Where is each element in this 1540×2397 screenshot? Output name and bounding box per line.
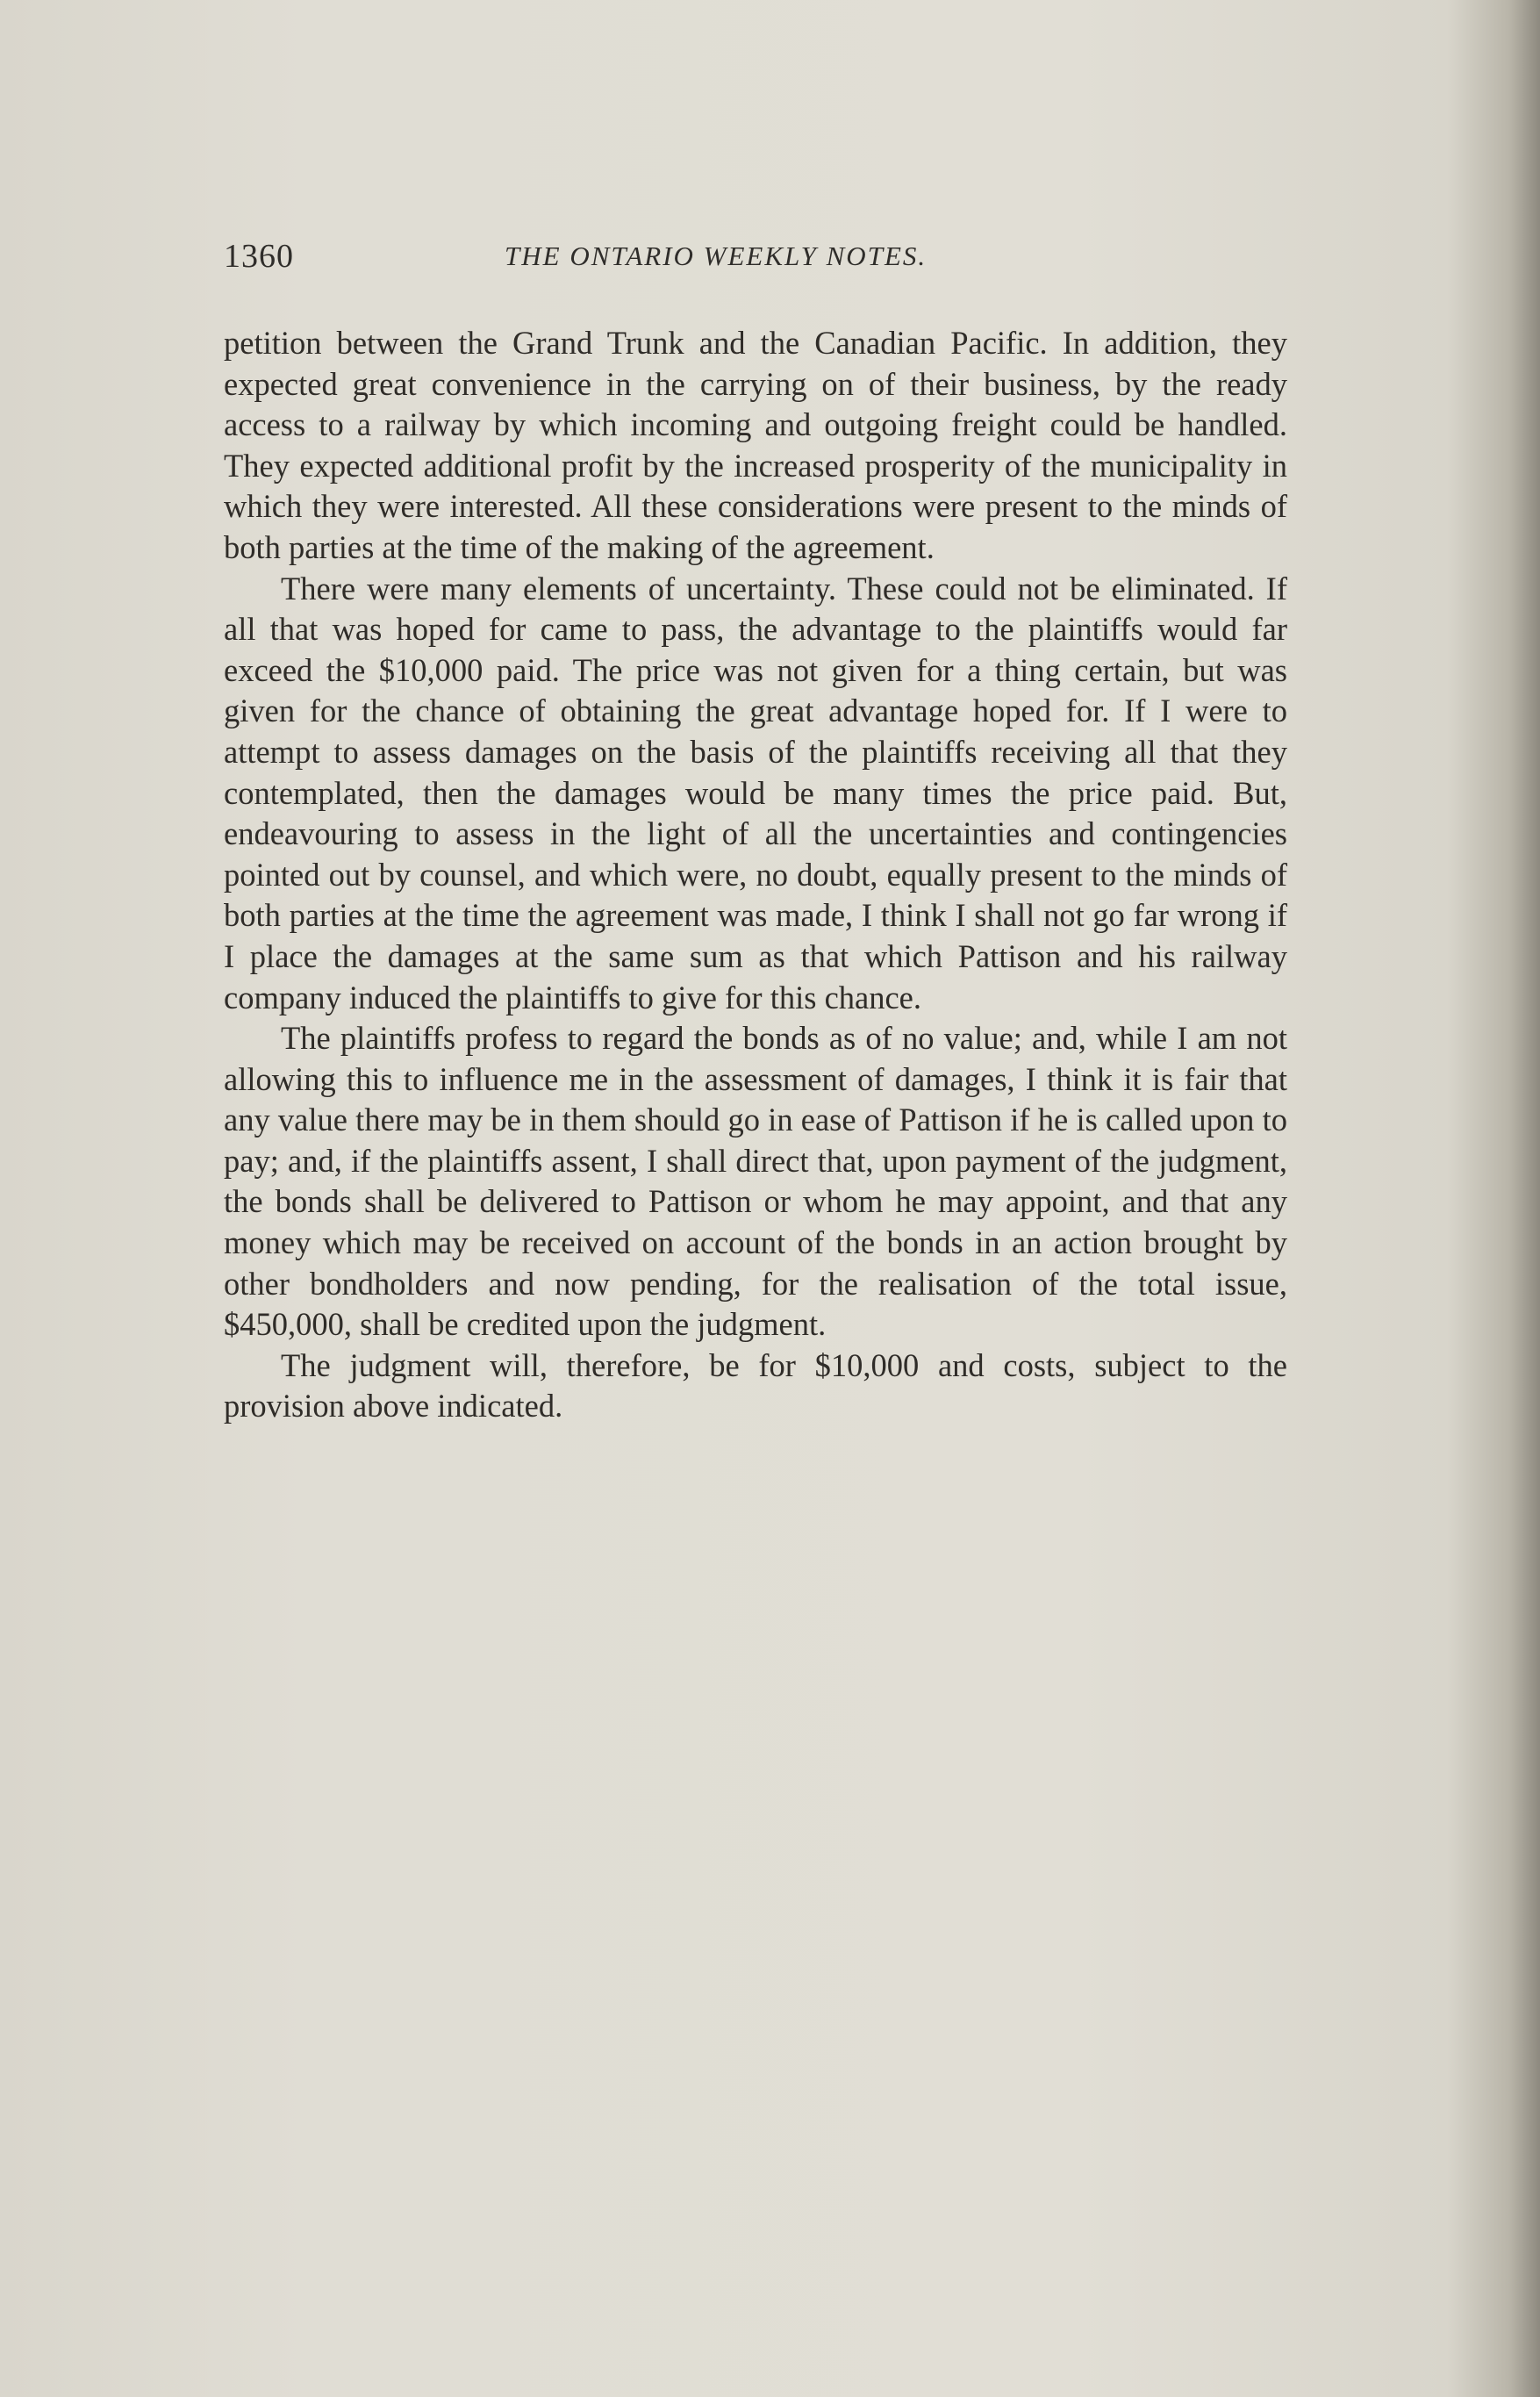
running-head: [224, 237, 1286, 281]
page-number: 1360: [224, 238, 294, 275]
paragraph-3: The plaintiffs profess to regard the bonds as of no value; and, while I am not allowing this to influence me in the assessment of damages, I think it is fair that any value there may be in them should go in ease of Pattison if he is called upon to pay; and, if the plaintiffs assent, I shall direct that, upon payment of the judgment, the bonds shall be delivered to Pattison or whom he may appoint, and that any money which may be received on account of the bonds in an action brought by other bondholders and now pending, for the realisation of the total issue, $450,000, shall be credited upon the judgment.: [224, 1020, 1287, 1343]
paragraph-2: There were many elements of uncertainty. These could not be eliminated. If all that was hoped for came to pass, the advantage to the plaintiffs would far exceed the $10,000 paid. The price was not given for a thing certain, but was given for the chance of obtaining the great advantage hoped for. If I were to attempt to assess damages on the basis of the plaintiffs receiving all that they contemplated, then the damages would be many times the price paid. But, endeavouring to assess in the light of all the uncertainties and contingencies pointed out by counsel, and which were, no doubt, equally present to the minds of both parties at the time the agreement was made, I think I shall not go far wrong if I place the damages at the same sum as that which Pattison and his railway company induced the plaintiffs to give for this chance.: [224, 570, 1287, 1015]
paragraph-4: The judgment will, therefore, be for $10,000 and costs, subject to the provision above indicated.: [224, 1346, 1287, 1425]
paragraph-1: petition between the Grand Trunk and the Canadian Pacific. In addition, they expected great convenience in the carrying on of their business, by the ready access to a railway by which incoming and outgoing freight could be handled. They expected additional profit by the increased prosperity of the municipality in which they were interested. All these considerations were present to the minds of both parties at the time of the making of the agreement.: [224, 325, 1287, 565]
journal-title: THE ONTARIO WEEKLY NOTES.: [505, 240, 928, 271]
body-text: [224, 323, 1287, 1427]
